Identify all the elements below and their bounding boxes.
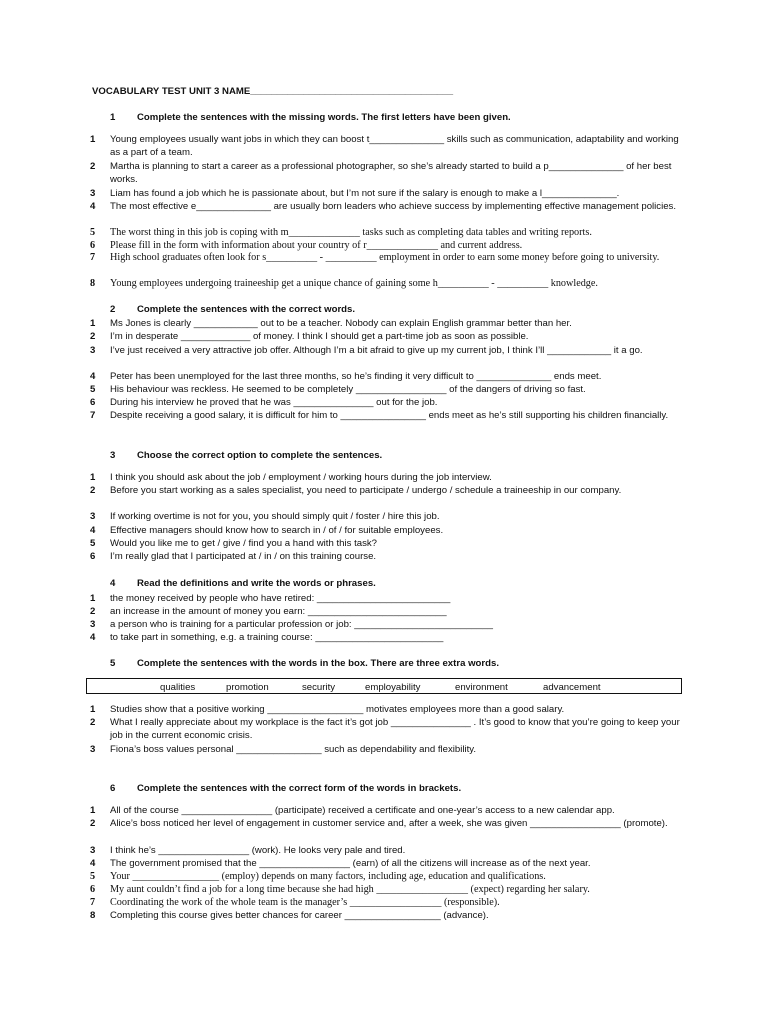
s6-item-8: 8 Completing this course gives better chances for career __________________ (advance). (90, 910, 489, 921)
s4-item-2: 2 an increase in the amount of money you earn: __________________________ (90, 606, 447, 617)
s3-item-4: 4 Effective managers should know how to search in / of / for suitable employees. (90, 525, 444, 536)
s1-item-2: 2 Martha is planning to start a career as a professional photographer, so she’s already started to build a p______________ of her best works. (90, 161, 672, 186)
box-word: employability (365, 682, 421, 693)
s6-item-7: 7 Coordinating the work of the whole team is the manager’s __________________ (responsible). (90, 897, 500, 908)
page-title: VOCABULARY TEST UNIT 3 NAME______________________________________ (92, 86, 454, 97)
s1-item-1: 1 Young employees usually want jobs in which they can boost t______________ skills such as communication, adaptability and working as a part of a team. (90, 134, 679, 159)
box-word: promotion (226, 682, 269, 693)
s1-item-4: 4 The most effective e______________ are usually born leaders who achieve success by implementing effective management policies. (90, 201, 677, 212)
s6-item-5: 5 Your _________________ (employ) depends on many factors, including age, education and qualifications. (90, 871, 546, 882)
s3-item-3: 3 If working overtime is not for you, you should simply quit / foster / hire this job. (90, 511, 440, 522)
s4-item-3: 3 a person who is training for a particular profession or job: __________________________ (90, 619, 493, 630)
box-word: advancement (543, 682, 601, 693)
s3-item-2: 2 Before you start working as a sales specialist, you need to participate / undergo / schedule a traineeship in our company. (90, 485, 622, 496)
s6-item-6: 6 My aunt couldn’t find a job for a long time because she had high __________________ (expect) regarding her salary. (90, 884, 590, 895)
s3-item-6: 6 I’m really glad that I participated at / in / on this training course. (90, 551, 377, 562)
s6-item-1: 1 All of the course _________________ (participate) received a certificate and one-year’s access to a new calendar app. (90, 805, 615, 816)
s3-item-1: 1 I think you should ask about the job / employment / working hours during the job interview. (90, 472, 492, 483)
s1-item-6: 6 Please fill in the form with information about your country of r______________ and current address. (90, 240, 523, 251)
s1-item-7: 7 High school graduates often look for s__________ - __________ employment in order to earn some money before going to university. (90, 252, 660, 263)
section-2-heading: 2 Complete the sentences with the correct words. (110, 304, 356, 315)
s1-item-3: 3 Liam has found a job which he is passionate about, but I’m not sure if the salary is enough to make a l______________. (90, 188, 620, 199)
s2-item-7: 7 Despite receiving a good salary, it is difficult for him to ________________ ends meet as he’s still supporting his children financially. (90, 410, 669, 421)
section-1-heading: 1 Complete the sentences with the missing words. The first letters have been given. (110, 112, 511, 123)
section-5-heading: 5 Complete the sentences with the words in the box. There are three extra words. (110, 658, 499, 669)
s2-item-4: 4 Peter has been unemployed for the last three months, so he’s finding it very difficult to ______________ ends meet. (90, 371, 602, 382)
section-3-heading: 3 Choose the correct option to complete the sentences. (110, 450, 383, 461)
box-word: environment (455, 682, 508, 693)
s4-item-4: 4 to take part in something, e.g. a training course: ________________________ (90, 632, 444, 643)
s1-item-8: 8 Young employees undergoing traineeship get a unique chance of gaining some h__________ - __________ knowledge. (90, 278, 598, 289)
s2-item-1: 1 Ms Jones is clearly ____________ out to be a teacher. Nobody can explain English grammar better than her. (90, 318, 572, 329)
s5-item-2: 2 What I really appreciate about my workplace is the fact it’s got job _______________ . It’s good to know that you’re going to keep your job in the current economic crisis. (90, 717, 680, 742)
s4-item-1: 1 the money received by people who have retired: _________________________ (90, 593, 451, 604)
s3-item-5: 5 Would you like me to get / give / find you a hand with this task? (90, 538, 377, 549)
s5-item-3: 3 Fiona’s boss values personal ________________ such as dependability and flexibility. (90, 744, 477, 755)
s2-item-2: 2 I’m in desperate _____________ of money. I think I should get a part-time job as soon as possible. (90, 331, 529, 342)
box-word: qualities (160, 682, 196, 693)
s6-item-4: 4 The government promised that the _________________ (earn) of all the citizens will increase as of the next year. (90, 858, 591, 869)
box-word: security (302, 682, 336, 693)
s5-item-1: 1 Studies show that a positive working __________________ motivates employees more than a good salary. (90, 704, 565, 715)
s2-item-6: 6 During his interview he proved that he was _______________ out for the job. (90, 397, 438, 408)
s6-item-2: 2 Alice’s boss noticed her level of engagement in customer service and, after a week, she was given _________________ (promote). (90, 818, 668, 829)
section-6-heading: 6 Complete the sentences with the correct form of the words in brackets. (110, 783, 462, 794)
s2-item-3: 3 I’ve just received a very attractive job offer. Although I’m a bit afraid to give up my current job, I think I’ll ____________ it a go. (90, 345, 643, 356)
s6-item-3: 3 I think he’s _________________ (work). He looks very pale and tired. (90, 845, 406, 856)
s1-item-5: 5 The worst thing in this job is coping with m______________ tasks such as completing data tables and writing reports. (90, 227, 592, 238)
section-4-heading: 4 Read the definitions and write the words or phrases. (110, 578, 376, 589)
s2-item-5: 5 His behaviour was reckless. He seemed to be completely _________________ of the dangers of driving so fast. (90, 384, 586, 395)
